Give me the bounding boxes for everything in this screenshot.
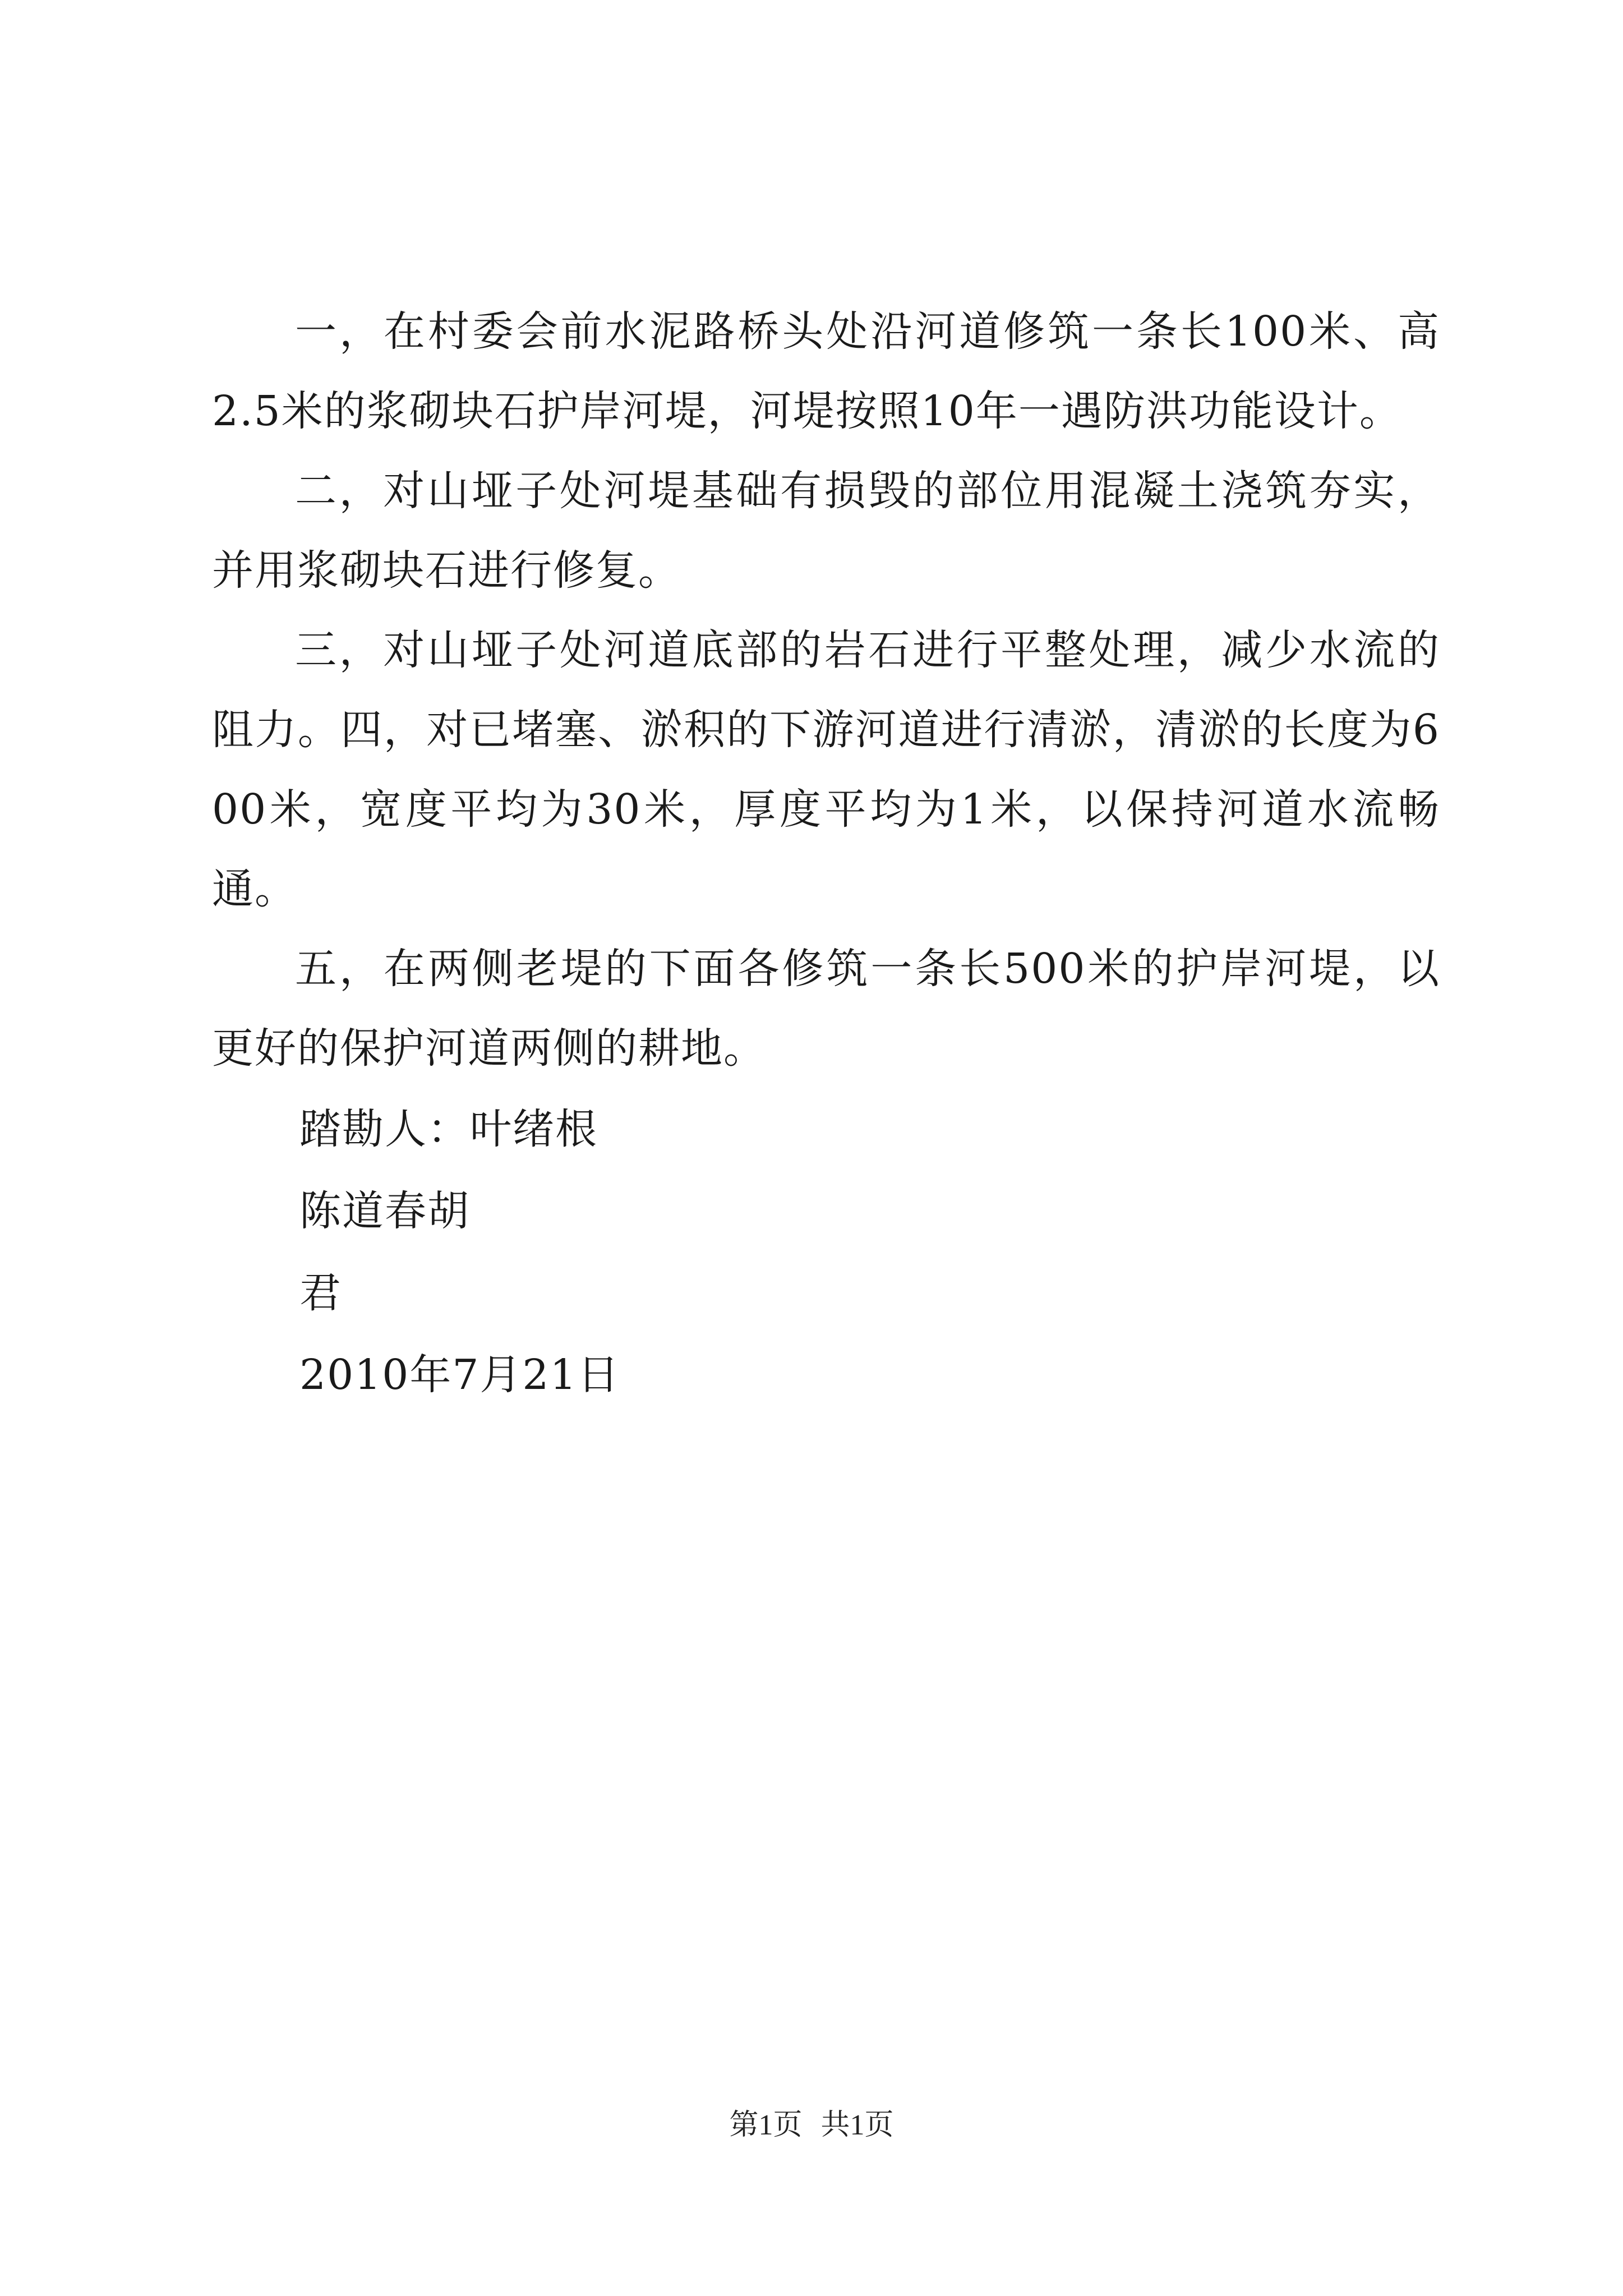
surveyors-line: 踏勘人：叶绪根 xyxy=(299,1105,598,1153)
signature-block xyxy=(212,1088,1440,1416)
paragraph-item-5: 五，在两侧老堤的下面各修筑一条长500米的护岸河堤，以更好的保护河道两侧的耕地。 xyxy=(212,945,1440,1073)
paragraph-item-2: 二，对山垭子处河堤基础有损毁的部位用混凝土浇筑夯实，并用浆砌块石进行修复。 xyxy=(212,467,1440,595)
surveyor-name-line-3: 君 xyxy=(299,1269,342,1317)
signature-date: 2010年7月21日 xyxy=(299,1351,620,1399)
page-total: 共1页 xyxy=(820,2109,894,2141)
surveyor-name-line-2: 陈道春胡 xyxy=(299,1187,470,1235)
paragraph-item-1: 一，在村委会前水泥路桥头处沿河道修筑一条长100米、高2.5米的浆砌块石护岸河堤，河堤按照10年一遇防洪功能设计。 xyxy=(212,307,1440,435)
document-body xyxy=(212,292,1440,1416)
page-number: 第1页 xyxy=(729,2109,803,2141)
paragraph-item-3: 三，对山垭子处河道底部的岩石进行平整处理，减少水流的阻力。四，对已堵塞、淤积的下游河道进行清淤，清淤的长度为600米，宽度平均为30米，厚度平均为1米，以保持河道水流畅通。 xyxy=(212,626,1440,913)
page-footer xyxy=(0,2101,1623,2143)
